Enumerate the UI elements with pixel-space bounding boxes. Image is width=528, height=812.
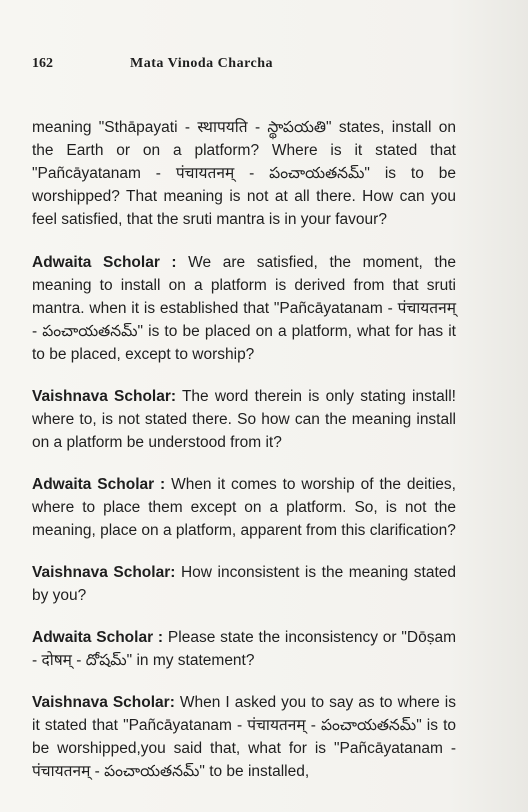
page-number: 162 [32,56,53,71]
paragraph [32,116,456,231]
paragraph-text: How inconsistent is the meaning stated by you? [32,564,456,604]
dialogue-paragraph [32,561,456,607]
paragraph-text: When I asked you to say as to where is it stated that "Pañcāyatanam - पंचायतनम् - పంచాయతనమ్" is to be worshipped,you said that, what for is "Pañcāyatanam - पंचायतनम् - పంచాయతనమ్" to be installed, [32,694,456,780]
dialogue-paragraph [32,473,456,542]
speaker-label: Vaishnava Scholar: [32,388,177,405]
speaker-label: Vaishnava Scholar: [32,564,176,581]
speaker-label: Vaishnava Scholar: [32,694,175,711]
speaker-label: Adwaita Scholar : [32,629,164,646]
paragraph-text: We are satisfied, the moment, the meaning to install on a platform is derived from that sruti mantra. when it is established that "Pañcāyatanam - पंचायतनम् - పంచాయతనమ్" is to be placed on a platform, what for has it to be placed, except to worship? [32,254,456,363]
paragraph-text: The word therein is only stating install! where to, is not stated there. So how can the meaning install on a platform be understood from it? [32,388,456,451]
paragraph-text: meaning "Sthāpayati - स्थापयति - స్థాపయతి" states, install on the Earth or on a platform? Where is it stated that "Pañcāyatanam - पंचायतनम् - పంచాయతనమ్" is to be worshipped? That meaning is not at all there. How can you feel satisfied, that the sruti mantra is in your favour? [32,119,456,228]
dialogue-paragraph [32,251,456,366]
dialogue-paragraph [32,385,456,454]
running-title: Mata Vinoda Charcha [130,56,274,71]
dialogue-paragraph [32,691,456,783]
speaker-label: Adwaita Scholar : [32,476,166,493]
dialogue-paragraph [32,626,456,672]
paragraph-text: Please state the inconsistency or "Dōṣam - दोषम् - దోషమ్" in my statement? [32,629,456,669]
paragraph-text: When it comes to worship of the deities, where to place them except on a platform. So, is not the meaning, place on a platform, apparent from this clarification? [32,476,456,539]
page-body [32,116,456,802]
speaker-label: Adwaita Scholar : [32,254,177,271]
